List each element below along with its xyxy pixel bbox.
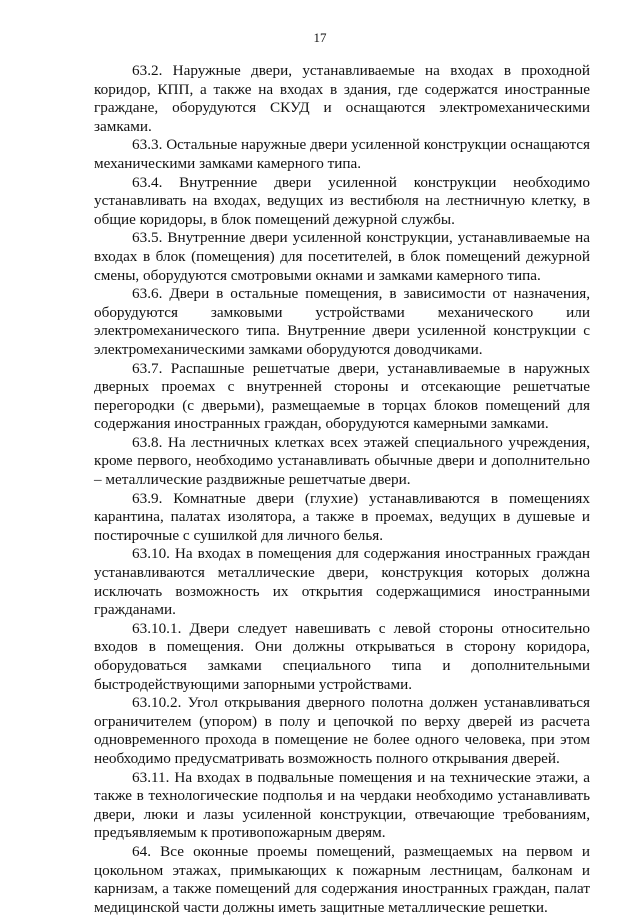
paragraph-63-6: 63.6. Двери в остальные помещения, в зависимости от назначения, оборудуются замковыми устройствами механического или электромеханического типа. Внутренние двери усиленной конструкции с электромеханическими замками оборудуются доводчиками. [94,285,590,358]
paragraph-63-10-1: 63.10.1. Двери следует навешивать с левой стороны относительно входов в помещения. Они должны открываться в сторону коридора, оборудоваться замками специального типа и дополнительными быстродействующими запорными устройствами. [94,619,590,693]
paragraph-63-11: 63.11. На входах в подвальные помещения и на технические этажи, а также в технологические подполья и на чердаки необходимо устанавливать двери, люки и лазы усиленной конструкции, отвечающие требованиям, предъявляемым к противопожарным дверям. [94,768,590,842]
paragraph-63-5: 63.5. Внутренние двери усиленной конструкции, устанавливаемые на входах в блок (помещения) для посетителей, в блок помещений дежурной смены, оборудуются смотровыми окнами и замками камерного типа. [94,229,590,284]
paragraph-64: 64. Все оконные проемы помещений, размещаемых на первом и цокольном этажах, примыкающих к пожарным лестницам, балконам и карнизам, а также помещений для содержания иностранных граждан, палат медицинской части должны иметь защитные металлические решетки. [94,842,590,916]
paragraph-63-10-2: 63.10.2. Угол открывания дверного полотна должен устанавливаться ограничителем (упором) в полу и цепочкой по верху дверей из расчета одновременного прохода в помещение не более одного человека, при этом необходимо предусматривать возможность полного открывания дверей. [94,694,590,767]
paragraph-63-2: 63.2. Наружные двери, устанавливаемые на входах в проходной коридор, КПП, а также на входах в здания, где содержатся иностранные граждане, оборудуются СКУД и оснащаются электромеханическими замками. [94,62,590,135]
page-number: 17 [313,30,327,45]
paragraph-63-3: 63.3. Остальные наружные двери усиленной конструкции оснащаются механическими замками камерного типа. [94,136,590,172]
paragraph-63-4: 63.4. Внутренние двери усиленной конструкции необходимо устанавливать на входах, ведущих из вестибюля на лестничную клетку, в общие коридоры, в блок помещений дежурной службы. [94,173,590,228]
paragraph-63-7: 63.7. Распашные решетчатые двери, устанавливаемые в наружных дверных проемах с внутренней стороны и отсекающие решетчатые перегородки (с дверьми), размещаемые в торцах блоков помещений для содержания иностранных граждан, оборудуются камерными замками. [94,359,590,433]
paragraph-63-10: 63.10. На входах в помещения для содержания иностранных граждан устанавливаются металлические двери, конструкция которых должна исключать возможность их открытия содержащимися иностранными гражданами. [94,545,590,619]
paragraph-63-9: 63.9. Комнатные двери (глухие) устанавливаются в помещениях карантина, палатах изолятора, а также в проемах, ведущих в душевые и постирочные с сушилкой для личного белья. [94,489,590,544]
document-body [94,62,590,917]
paragraph-63-8: 63.8. На лестничных клетках всех этажей специального учреждения, кроме первого, необходимо устанавливать обычные двери и дополнительно – металлические раздвижные решетчатые двери. [94,433,590,489]
